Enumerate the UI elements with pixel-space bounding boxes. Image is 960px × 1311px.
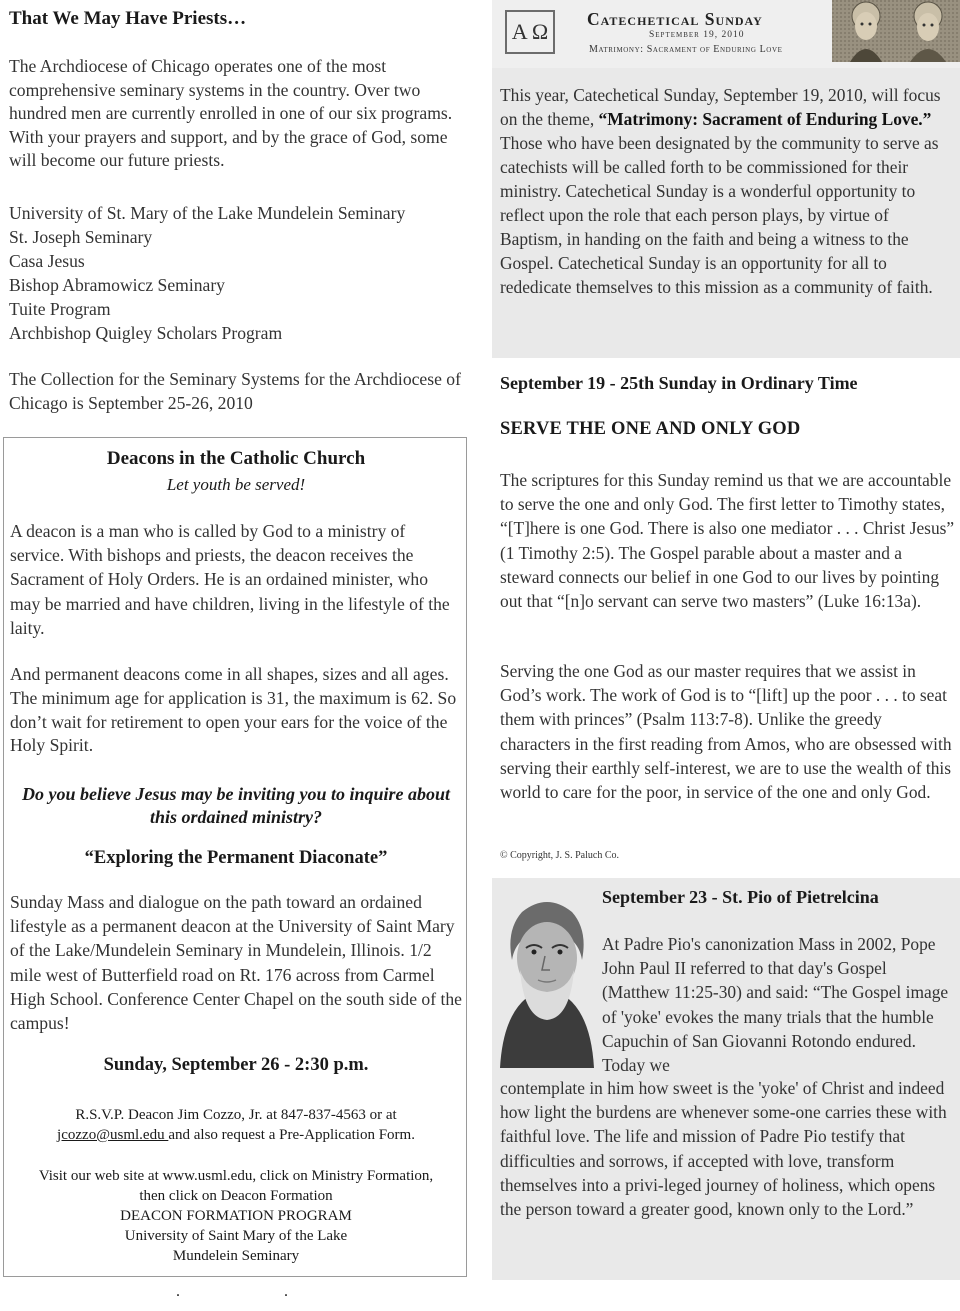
catechetical-sunday-section xyxy=(492,0,960,358)
rsvp-line xyxy=(10,1125,462,1145)
rsvp-info xyxy=(10,1105,462,1145)
visit-website-info xyxy=(10,1166,462,1266)
visit-line: then click on Deacon Formation xyxy=(139,1188,333,1204)
pio-title: September 23 - St. Pio of Pietrelcina xyxy=(602,887,879,907)
seminary-item: Archbishop Quigley Scholars Program xyxy=(9,323,283,343)
sept19-title: September 19 - 25th Sunday in Ordinary Time xyxy=(500,373,858,393)
mass-date: Sunday, September 26 - 2:30 p.m. xyxy=(103,1055,369,1075)
seminary-item: Bishop Abramowicz Seminary xyxy=(9,275,225,295)
exploring-diaconate-heading: “Exploring the Permanent Diaconate” xyxy=(84,848,388,868)
visit-line: DEACON FORMATION PROGRAM xyxy=(120,1208,352,1224)
seminary-list xyxy=(9,201,489,345)
pio-paragraph-2: contemplate in him how sweet is the 'yoke' of Christ and indeed how light the burdens are whenever some-one carries these with faithful love. The life and mission of Padre Pio testify that difficulties and sorrows, if accepted with love, transform themselves into a privi-leged journey of holiness, which opens the person toward a greater good, known only to the Lord.” xyxy=(500,1078,947,1220)
collection-notice: The Collection for the Seminary Systems for the Archdiocese of Chicago is September 25-26, 2010 xyxy=(9,369,461,413)
rsvp-request-text: and also request a Pre-Application Form. xyxy=(168,1127,415,1143)
seminary-item: Casa Jesus xyxy=(9,251,85,271)
deacons-paragraph-3: Sunday Mass and dialogue on the path toward an ordained lifestyle as a permanent deacon at the University of Saint Mary of the Lake/Mundelein Seminary in Mundelein, Illinois. 1/2 mile west of Butterfield road on Rt. 176 across from Carmel High School. Conference Center Chapel on the south side of the campus! xyxy=(10,892,462,1034)
sunday-reflection-section xyxy=(492,364,960,874)
padre-pio-portrait-icon xyxy=(498,888,596,1068)
alpha-omega-logo: A Ω xyxy=(505,10,555,54)
deacons-subtitle: Let youth be served! xyxy=(166,475,306,494)
banner-theme: Matrimony: Sacrament of Enduring Love xyxy=(589,44,783,55)
visit-line: Mundelein Seminary xyxy=(172,1248,300,1264)
banner-heading: Catechetical Sunday xyxy=(587,9,763,29)
banner-date: September 19, 2010 xyxy=(649,30,745,40)
pio-paragraph-1: At Padre Pio's canonization Mass in 2002, Pope John Paul II referred to that day's Gospel (Matthew 11:25-30) and said: “The Gospel image of 'yoke' evokes the many trials that the humble Capuchin of San Giovanni Rotondo endured. Today we xyxy=(602,934,949,1076)
copyright-notice: © Copyright, J. S. Paluch Co. xyxy=(500,850,619,861)
deacons-question: Do you believe Jesus may be inviting you to inquire about this ordained ministry? xyxy=(22,784,450,827)
deacons-paragraph-1: A deacon is a man who is called by God to a ministry of service. With bishops and priests, the deacon receives the Sacrament of Holy Orders. He is an ordained minister, who may be married and have children, living in the lifestyle of the laity. xyxy=(10,521,450,638)
deacons-article-box xyxy=(3,437,467,1277)
saints-illustration-icon xyxy=(832,0,960,62)
rsvp-line: R.S.V.P. Deacon Jim Cozzo, Jr. at 847-837-4563 or at xyxy=(75,1107,397,1123)
visit-line: Visit our web site at www.usml.edu, click on Ministry Formation, xyxy=(38,1168,434,1184)
priests-article-title: That We May Have Priests… xyxy=(9,8,247,29)
seminary-item: Tuite Program xyxy=(9,299,111,319)
priests-intro-paragraph: The Archdiocese of Chicago operates one of the most comprehensive seminary systems in the country. Over two hundred men are currently enrolled in one of our six programs. With your prayers and support, and by the grace of God, some will become our future priests. xyxy=(9,56,453,171)
sept19-paragraph-1: The scriptures for this Sunday remind us that we are accountable to serve the one and only God. The first letter to Timothy states, “[T]here is one God. There is also one mediator . . . Christ Jesus” (1 Timothy 2:5). The Gospel parable about a master and a steward connects our belief in one God to our lives by pointing out that “[n]o servant can serve two masters” (Luke 16:13a). xyxy=(500,470,955,612)
serve-heading: SERVE THE ONE AND ONLY GOD xyxy=(500,419,801,439)
footer-dots: . . xyxy=(176,1283,338,1300)
deacons-title: Deacons in the Catholic Church xyxy=(106,448,366,469)
catechetical-text-end: Those who have been designated by the community to serve as catechists will be called forth to be commissioned for their ministry. Catechetical Sunday is a wonderful opportunity to reflect upon the role that each person plays, by virtue of Baptism, in handing on the faith and being a witness to the Gospel. Catechetical Sunday is an opportunity for all to rededicate themselves to this mission as a community of faith. xyxy=(500,133,939,297)
sept19-paragraph-2: Serving the one God as our master requires that we assist in God’s work. The work of God is to “[lift] up the poor . . . to seat them with princes” (Psalm 113:7-8). Unlike the greedy characters in the first reading from Amos, who are obsessed with serving their earthly self-interest, we are to use the wealth of this world to care for the poor, in service of the one and only God. xyxy=(500,661,952,803)
seminary-item: St. Joseph Seminary xyxy=(9,227,153,247)
seminary-item: University of St. Mary of the Lake Mundelein Seminary xyxy=(9,203,406,223)
visit-line: University of Saint Mary of the Lake xyxy=(124,1228,348,1244)
rsvp-email-link[interactable]: jcozzo@usml.edu xyxy=(57,1127,169,1143)
catechetical-text-start: This year, Catechetical Sunday, September 19, 2010, will focus on the theme, xyxy=(500,85,941,129)
catechetical-paragraph xyxy=(500,83,952,299)
catechetical-banner xyxy=(492,0,960,68)
st-pio-section xyxy=(492,878,960,1280)
deacons-paragraph-2: And permanent deacons come in all shapes, sizes and all ages. The minimum age for application is 31, the maximum is 62. So don’t wait for retirement to open your ears for the voice of the Holy Spirit. xyxy=(10,664,457,756)
catechetical-theme-bold: “Matrimony: Sacrament of Enduring Love.” xyxy=(598,109,932,129)
